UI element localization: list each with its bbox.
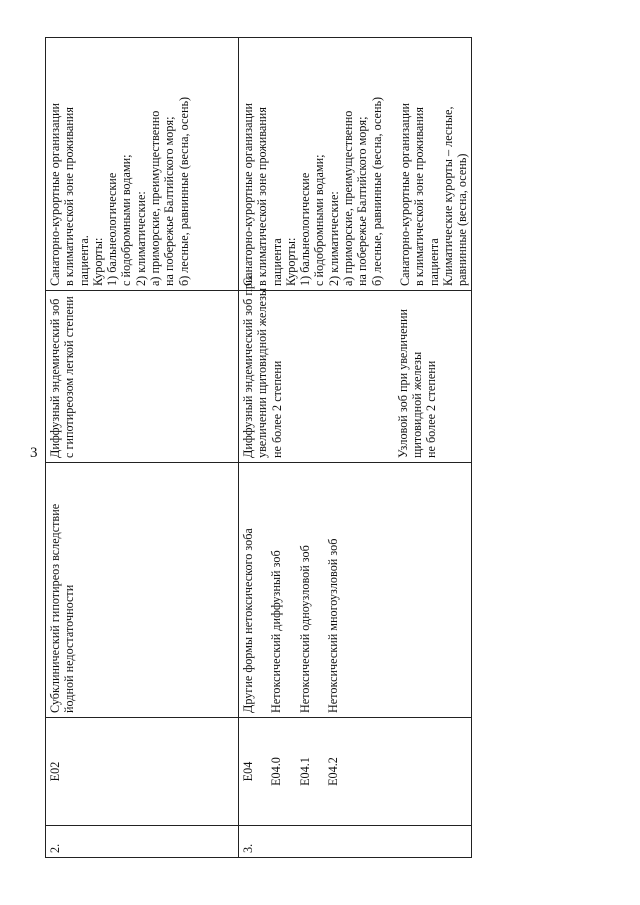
treatment-line: а) приморские, преимущественно (148, 110, 163, 286)
treatment-line: 2) климатические: (133, 191, 148, 286)
form-line: Диффузный эндемический зоб при (241, 276, 255, 458)
treatment-line: Санаторно-курортные организации (48, 102, 62, 286)
treatment-line: в климатической зоне проживания (412, 107, 427, 286)
treatment-line: Санаторно-курортные организации (397, 102, 412, 286)
row-number: 3. (239, 826, 472, 858)
treatment-line: а) приморские, преимущественно (341, 110, 356, 286)
treatment-cell (239, 38, 472, 291)
disease-name: Другие формы нетоксического зоба (241, 528, 255, 713)
page-number: 3 (30, 445, 38, 461)
form-cell (239, 276, 472, 463)
treatment-line: в климатической зоне проживания (255, 107, 270, 286)
treatment-line: 1) бальнеологические (298, 172, 313, 286)
icd-code: E04.0 (269, 757, 284, 786)
row-number: 2. (46, 826, 239, 858)
icd-code: E04 (241, 761, 255, 782)
form-line: Диффузный эндемический зоб (48, 298, 62, 458)
treatment-cell (46, 38, 239, 291)
disease-name: Нетоксический многоузловой зоб (325, 538, 340, 713)
form-line: щитовидной железы (410, 351, 425, 458)
disease-cell (239, 463, 472, 718)
rotated-table-page (45, 38, 470, 858)
icd-code-cell (46, 718, 239, 826)
treatment-line: Санаторно-курортные организации (241, 102, 255, 286)
disease-name: Нетоксический диффузный зоб (269, 550, 284, 713)
treatment-line: б) лесные, равнинные (весна, осень) (176, 96, 191, 286)
treatment-line: равнинные (весна, осень) (455, 153, 470, 286)
form-line: не более 2 степени (424, 360, 439, 458)
treatment-line: Курорты: (283, 237, 298, 286)
icd-code-cell (239, 718, 472, 826)
treatment-line: с йодобромными водами; (312, 154, 327, 286)
form-line: Узловой зоб при увеличении (395, 308, 410, 458)
treatment-line: пациента. (76, 235, 91, 286)
treatment-line: в климатической зоне проживания (62, 107, 77, 286)
disease-cell (46, 463, 239, 718)
icd-code: E04.1 (297, 757, 312, 786)
treatment-line: на побережье Балтийского моря; (355, 116, 370, 286)
icd-code: E04.2 (325, 757, 340, 786)
icd-code: E02 (48, 761, 62, 782)
table-row (46, 38, 239, 858)
treatment-line: Климатические курорты – лесные, (440, 106, 455, 286)
disease-name: Нетоксический одноузловой зоб (297, 545, 312, 713)
form-cell (46, 291, 239, 463)
form-line: не более 2 степени (269, 360, 284, 458)
table-row (239, 38, 472, 858)
treatment-line: с йодобромными водами; (119, 154, 134, 286)
form-line: с гипотиреозом легкой степени (62, 296, 77, 458)
disease-name: Субклинический гипотиреоз вследствие йодной недостаточности (48, 503, 77, 713)
treatment-line: Курорты: (90, 237, 105, 286)
treatment-line: на побережье Балтийского моря; (162, 116, 177, 286)
treatment-table (45, 37, 472, 858)
form-line: увеличении щитовидной железы (255, 287, 270, 458)
treatment-line: 1) бальнеологические (105, 172, 120, 286)
treatment-line: пациента (426, 238, 441, 286)
treatment-line: пациента (269, 238, 284, 286)
treatment-line: 2) климатические: (326, 191, 341, 286)
treatment-line: б) лесные, равнинные (весна, осень) (369, 96, 384, 286)
